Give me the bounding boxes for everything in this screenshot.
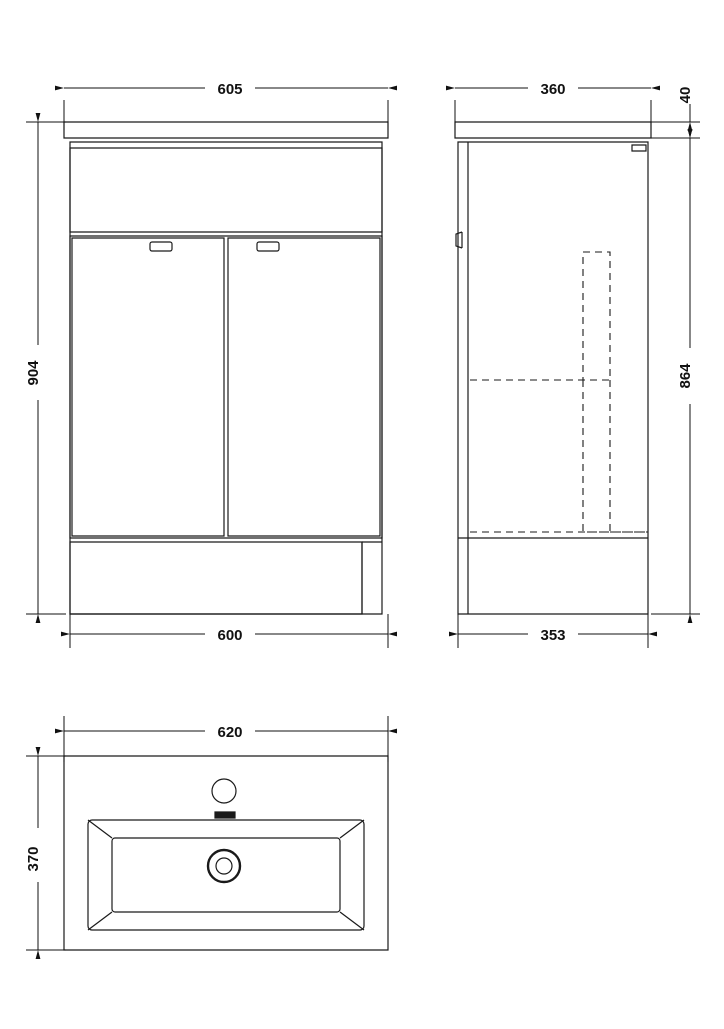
dim-label-side-body-height: 864 (677, 363, 694, 389)
side-worktop (455, 122, 651, 138)
dim-label-side-base-depth: 353 (540, 627, 566, 644)
hidden-shelf-upper (470, 252, 610, 380)
side-elevation-view (455, 122, 651, 614)
front-doors-region (70, 236, 382, 538)
dim-label-basin-depth: 370 (25, 846, 42, 872)
dim-label-front-top-width: 605 (217, 81, 243, 98)
bowl-corner-bl (88, 912, 112, 930)
side-top-fitting (632, 145, 646, 151)
tap-hole (212, 779, 236, 803)
side-handle-detail (456, 232, 462, 248)
front-door-left (72, 238, 224, 536)
front-plinth (70, 542, 362, 614)
basin-plan-view (64, 756, 388, 950)
front-door-right (228, 238, 380, 536)
bowl-corner-tr (340, 820, 364, 838)
front-worktop (64, 122, 388, 138)
front-handle-left (150, 242, 172, 251)
front-handle-right (257, 242, 279, 251)
dim-label-front-height: 904 (25, 360, 42, 386)
front-drawer-face (70, 148, 382, 232)
side-hidden-internals (470, 252, 648, 532)
dim-label-side-top-thickness: 40 (677, 86, 694, 104)
dimension-side-top-thickness (651, 104, 700, 152)
basin-bowl-rim (88, 820, 364, 930)
dim-label-side-top-depth: 360 (540, 81, 566, 98)
side-cabinet-body (458, 142, 648, 614)
waste-outlet-outer (208, 850, 240, 882)
bowl-corner-br (340, 912, 364, 930)
front-cabinet-body (70, 142, 382, 614)
dim-label-basin-width: 620 (217, 724, 243, 741)
front-elevation-view (64, 122, 388, 614)
hidden-riser (583, 380, 610, 532)
waste-outlet-inner (216, 858, 232, 874)
dim-label-front-base-width: 600 (217, 627, 243, 644)
overflow-slot (215, 812, 235, 818)
bowl-corner-tl (88, 820, 112, 838)
